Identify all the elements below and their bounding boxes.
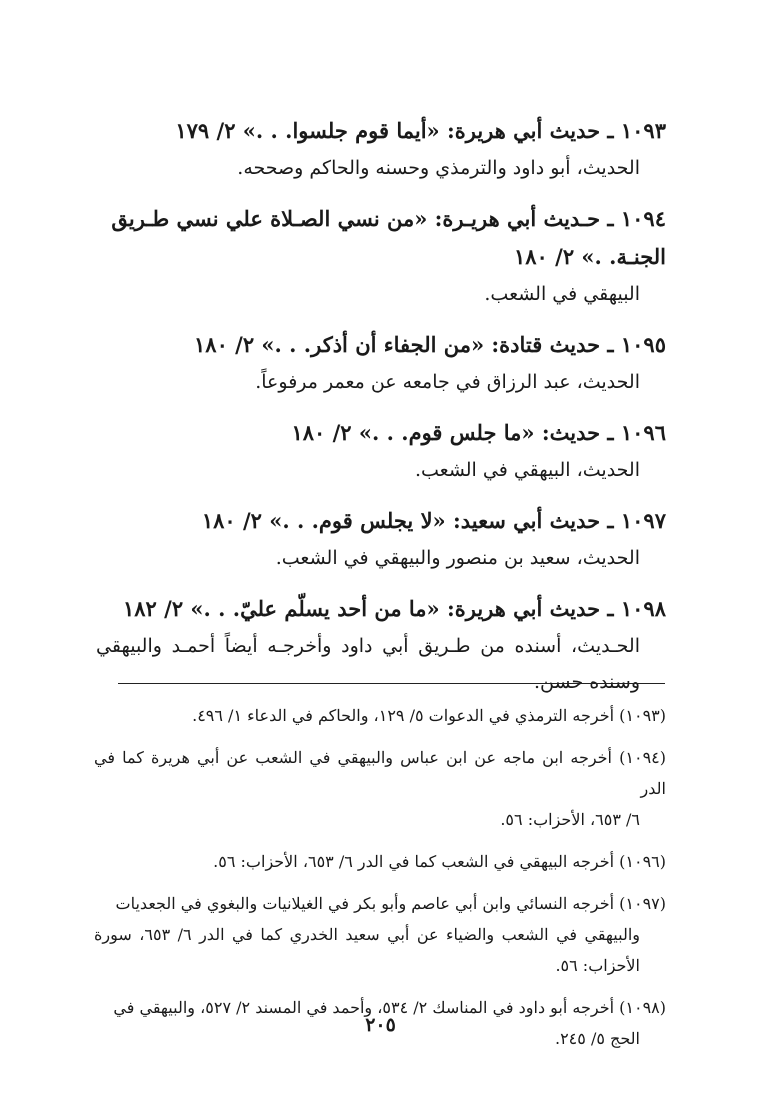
footnote-text: (١٠٩٦) أخرجه البيهقي في الشعب كما في الدر ٦/ ٦٥٣، الأحزاب: ٥٦. [213,852,666,871]
hadith-heading: ١٠٩٥ ـ حديث قتادة: «من الجفاء أن أذكر. . .» ٢/ ١٨٠ [194,332,666,357]
footnote-1097 [94,888,666,981]
footnote-separator [118,683,665,684]
hadith-heading: ١٠٩٤ ـ حـديث أبي هريـرة: «من نسي الصـلاة علي نسي طـريق الجنـة. .» ٢/ ١٨٠ [111,206,666,269]
hadith-entry-1095 [96,326,666,400]
footnote-text: (١٠٩٤) أخرجه ابن ماجه عن ابن عباس والبيهقي في الشعب عن أبي هريرة كما في الدر [94,748,666,798]
footnote-1094 [94,742,666,835]
hadith-entry-1097 [96,502,666,576]
hadith-heading: ١٠٩٦ ـ حديث: «ما جلس قوم. . .» ٢/ ١٨٠ [291,420,666,445]
footnote-1096 [94,846,666,877]
footnote-1093 [94,700,666,731]
footnote-text: (١٠٩٧) أخرجه النسائي وابن أبي عاصم وأبو بكر في الغيلانيات والبغوي في الجعديات [115,894,666,913]
hadith-heading: ١٠٩٣ ـ حديث أبي هريرة: «أيما قوم جلسوا. . .» ٢/ ١٧٩ [175,118,666,143]
hadith-list [96,112,666,714]
hadith-commentary: الحـديث، أسنده من طـريق أبي داود وأخرجـه أيضاً أحمـد والبيهقي وسنده حسن. [96,635,640,693]
footnote-continuation: الحج ٥/ ٢٤٥. [554,1029,640,1048]
hadith-commentary: البيهقي في الشعب. [484,283,640,305]
hadith-commentary: الحديث، البيهقي في الشعب. [414,459,640,481]
hadith-entry-1093 [96,112,666,186]
footnote-continuation: ٦/ ٦٥٣، الأحزاب: ٥٦. [500,810,640,829]
hadith-entry-1096 [96,414,666,488]
hadith-commentary: الحديث، عبد الرزاق في جامعه عن معمر مرفوعاً. [255,371,640,393]
hadith-commentary: الحديث، أبو داود والترمذي وحسنه والحاكم وصححه. [237,157,640,179]
hadith-heading: ١٠٩٨ ـ حديث أبي هريرة: «ما من أحد يسلّم عليّ. . .» ٢/ ١٨٢ [122,596,666,621]
page-number: ٢٠٥ [365,1014,396,1036]
footnote-continuation: والبيهقي في الشعب والضياء عن أبي سعيد الخدري كما في الدر ٦/ ٦٥٣، سورة الأحزاب: ٥٦. [94,925,641,975]
hadith-entry-1094 [96,200,666,312]
footnote-text: (١٠٩٨) أخرجه أبو داود في المناسك ٢/ ٥٣٤، وأحمد في المسند ٢/ ٥٢٧، والبيهقي في [113,998,666,1017]
hadith-heading: ١٠٩٧ ـ حديث أبي سعيد: «لا يجلس قوم. . .» ٢/ ١٨٠ [201,508,666,533]
hadith-commentary: الحديث، سعيد بن منصور والبيهقي في الشعب. [275,547,640,569]
footnote-text: (١٠٩٣) أخرجه الترمذي في الدعوات ٥/ ١٢٩، والحاكم في الدعاء ١/ ٤٩٦. [192,706,666,725]
